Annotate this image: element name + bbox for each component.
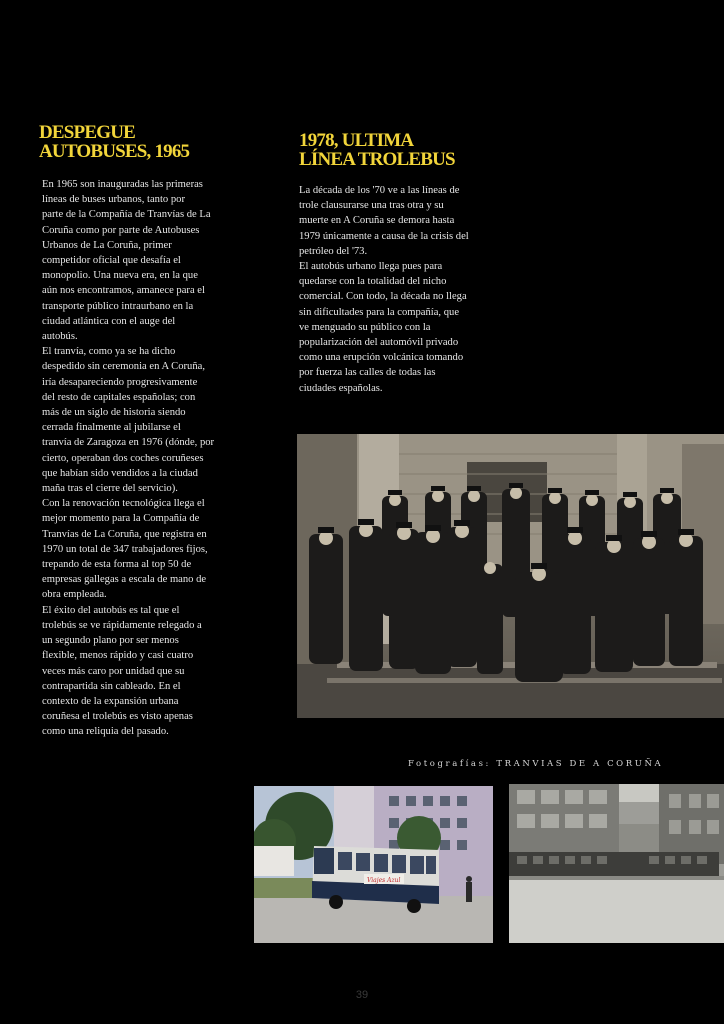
right-heading-line2: LÍNEA TROLEBUS bbox=[299, 149, 455, 170]
right-paragraph: La década de los '70 ve a las líneas de trole clausurarse una tras otra y su muerte en A Coruña se demora hasta 1979 únicamente a causa de la crisis del petróleo del '73. bbox=[299, 185, 469, 257]
right-heading-line1: 1978, ULTIMA bbox=[299, 130, 414, 151]
bus-photo bbox=[254, 786, 493, 943]
bus-side-sign: Viajes Azul bbox=[367, 877, 401, 884]
left-heading-line1: DESPEGUE bbox=[39, 122, 136, 143]
left-body-text bbox=[42, 177, 252, 740]
right-paragraph: El autobús urbano llega pues para quedarse con la totalidad del nicho comercial. Con todo, la década no llega sin dificultades para la compañía, que ve menguado su público con la popularización del automóvil privado como una erupción volcánica tomando por fuerza las calles de todas las ciudades españolas. bbox=[299, 261, 467, 394]
left-heading-line2: AUTOBUSES, 1965 bbox=[39, 141, 190, 162]
right-section-heading bbox=[299, 131, 455, 169]
tram-square-photo bbox=[509, 784, 724, 943]
left-paragraph: En 1965 son inauguradas las primeras líneas de buses urbanos, tanto por parte de la Compañía de Tranvías de La Coruña como por parte de Autobuses Urbanos de La Coruña, primer competidor oficial que desafía el monopolio. Una nueva era, en la que aún nos encontramos, amanece para el transporte público intraurbano en la ciudad atlántica con el auge del autobús. bbox=[42, 179, 211, 343]
group-photo-tram-workers bbox=[297, 434, 724, 718]
left-paragraph: El éxito del autobús es tal que el trolebús se ve rápidamente relegado a un segundo plano por ser menos flexible, menos rápido y casi cuatro veces más caro por unidad que su contrapartida sin cableado. En el contexto de la expansión urbana coruñesa el trolebús es visto apenas como una reliquia del pasado. bbox=[42, 604, 202, 738]
left-paragraph: Con la renovación tecnológica llega el mejor momento para la Compañía de Tranvías de La Coruña, que registra en 1970 un total de 347 trabajadores fijos, trepando de esta forma al top 50 de empresas gallegas a escala de mano de obra empleada. bbox=[42, 498, 208, 601]
page-number: 39 bbox=[355, 989, 369, 1001]
left-section-heading bbox=[39, 123, 189, 161]
photo-credit-caption: Fotografías: TRANVIAS DE A CORUÑA bbox=[408, 759, 664, 769]
left-paragraph: El tranvía, como ya se ha dicho despedido sin ceremonia en A Coruña, iría desapareciendo progresivamente del resto de capitales españolas; con más de un siglo de historia siendo cerrada finalmente al jubilarse el tranvía de Zaragoza en 1976 (dónde, por cierto, operaban dos coches coruñeses que habían sido vendidos a la ciudad maña tras el cierre del servicio). bbox=[42, 346, 215, 495]
right-body-text bbox=[299, 183, 514, 396]
